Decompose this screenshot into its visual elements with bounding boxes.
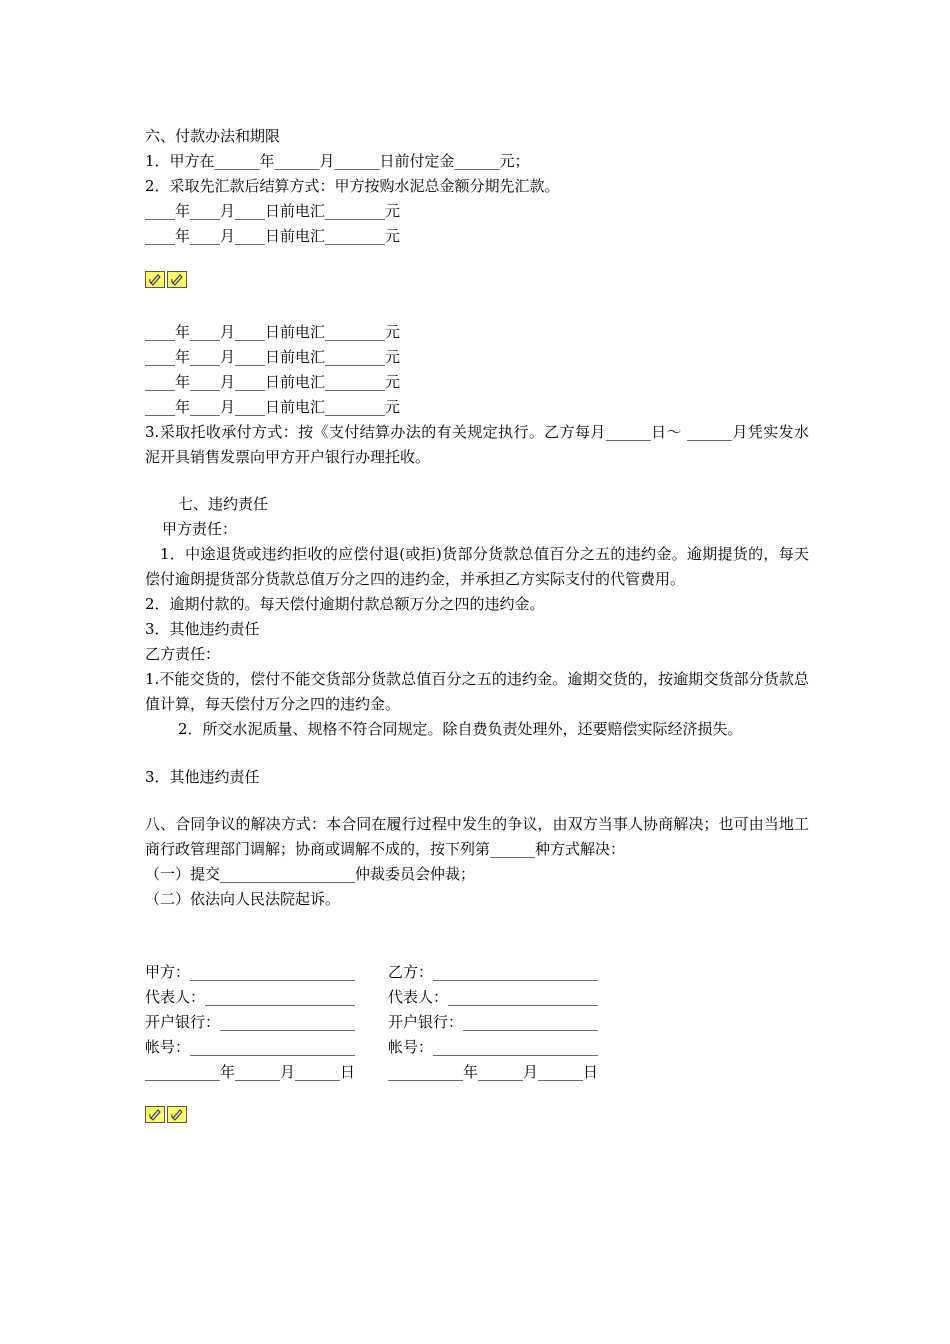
section-6-title: 六、付款办法和期限	[145, 127, 281, 145]
party-b-signature: 乙方：______________________	[388, 963, 599, 981]
edit-icon[interactable]	[145, 271, 165, 288]
edit-icon[interactable]	[145, 1106, 165, 1123]
remit-row: ____年____月____日前电汇________元	[145, 202, 401, 220]
party-b-clause-3: 3．其他违约责任	[145, 768, 260, 786]
deposit-line: 1．甲方在______年______月______日前付定金______元；	[145, 152, 530, 170]
remit-row: ____年____月____日前电汇________元	[145, 348, 401, 366]
remit-row: ____年____月____日前电汇________元	[145, 227, 401, 245]
party-a-bank: 开户银行：__________________	[145, 1013, 356, 1031]
remit-row: ____年____月____日前电汇________元	[145, 323, 401, 341]
party-a-signature: 甲方：______________________	[145, 963, 356, 981]
party-a-account: 帐号：______________________	[145, 1038, 356, 1056]
edit-icons-group-bottom	[145, 1106, 187, 1123]
edit-icons-group	[145, 271, 187, 288]
prepay-line: 2．采取先汇款后结算方式：甲方按购水泥总金额分期先汇款。	[145, 177, 560, 195]
party-b-clause-1: 1.不能交货的，偿付不能交货部分货款总值百分之五的违约金。逾期交货的，按逾期交货部分货款总值计算，每天偿付万分之四的违约金。	[145, 670, 809, 713]
party-b-account: 帐号：______________________	[388, 1038, 599, 1056]
party-a-date: __________年______月______日	[145, 1063, 356, 1081]
section-7-title: 七、违约责任	[178, 495, 269, 513]
remit-row: ____年____月____日前电汇________元	[145, 373, 401, 391]
party-a-clause-3: 3．其他违约责任	[145, 620, 260, 638]
party-b-date: __________年______月______日	[388, 1063, 599, 1081]
edit-icon[interactable]	[167, 271, 187, 288]
remit-row: ____年____月____日前电汇________元	[145, 398, 401, 416]
party-b-bank: 开户银行：__________________	[388, 1013, 599, 1031]
court-option: （二）依法向人民法院起诉。	[145, 890, 341, 908]
party-a-representative: 代表人：____________________	[145, 988, 356, 1006]
party-a-clause-1: 1．中途退货或违约拒收的应偿付退(或拒)货部分货款总值百分之五的违约金。逾期提货的，每天偿付逾朗提货部分货款总值万分之四的违约金，并承担乙方实际支付的代管费用。	[145, 545, 809, 588]
party-b-liability-head: 乙方责任：	[145, 645, 221, 663]
section-8-dispute: 八、合同争议的解决方式：本合同在履行过程中发生的争议，由双方当事人协商解决；也可由当地工商行政管理部门调解；协商或调解不成的，按下列第______种方式解决：	[145, 815, 809, 858]
arbitration-option: （一）提交__________________仲裁委员会仲裁；	[145, 865, 476, 883]
collection-method: 3.采取托收承付方式：按《支付结算办法的有关规定执行。乙方每月______日～ ______月凭实发水泥开具销售发票向甲方开户银行办理托收。	[145, 423, 809, 466]
edit-icon[interactable]	[167, 1106, 187, 1123]
party-a-liability-head: 甲方责任：	[162, 520, 238, 538]
party-b-representative: 代表人：____________________	[388, 988, 599, 1006]
party-a-clause-2: 2．逾期付款的。每天偿付逾期付款总额万分之四的违约金。	[145, 595, 545, 613]
party-b-clause-2: 2．所交水泥质量、规格不符合同规定。除自费负责处理外，还要赔偿实际经济损失。	[178, 720, 743, 738]
